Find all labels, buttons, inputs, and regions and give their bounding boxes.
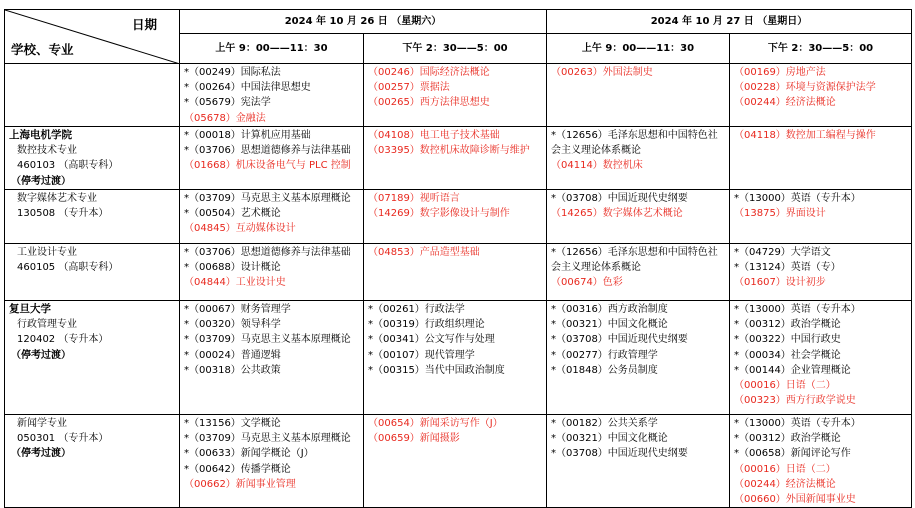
- exam-slot-cell: [547, 244, 730, 301]
- course-item: *（00144）企业管理概论: [734, 364, 851, 376]
- course-item: *（04729）大学语文: [734, 247, 831, 258]
- exam-slot-cell: [730, 244, 912, 301]
- course-item: *（13000）英语（专升本）: [734, 193, 861, 204]
- day1-pm-header: 下午 2：30——5：00: [364, 34, 547, 64]
- course-item-highlighted: （00659）新闻摄影: [368, 433, 460, 445]
- major-info: 130508 （专升本）: [17, 208, 109, 220]
- school-major-cell: [5, 415, 180, 508]
- major-info: 数控技术专业: [17, 145, 77, 157]
- major-info: 050301 （专升本）: [17, 433, 109, 445]
- exam-slot-cell: [364, 64, 547, 127]
- course-item: *（01848）公务员制度: [551, 364, 658, 376]
- schedule-row: [5, 301, 912, 415]
- exam-slot-cell: [547, 301, 730, 415]
- major-info: 460103 （高职专科）: [17, 160, 119, 172]
- course-item: *（00312）政治学概论: [734, 319, 841, 331]
- course-item-highlighted: （00016）日语（二）: [734, 380, 836, 392]
- transition-note: （停考过渡）: [11, 175, 71, 187]
- course-item-highlighted: （00257）票据法: [368, 82, 450, 94]
- course-item: *（13000）英语（专升本）: [734, 304, 861, 315]
- major-info: 120402 （专升本）: [17, 334, 109, 346]
- school-major-cell: [5, 244, 180, 301]
- course-item-highlighted: （04108）电工电子技术基础: [368, 130, 500, 141]
- course-item-highlighted: （04844）工业设计史: [184, 277, 286, 289]
- exam-slot-cell: [547, 415, 730, 508]
- course-item: *（13124）英语（专）: [734, 262, 841, 274]
- course-item-highlighted: （00662）新闻事业管理: [184, 478, 296, 490]
- course-item-highlighted: （01668）机床设备电气与 PLC 控制: [184, 160, 351, 172]
- course-item-highlighted: （00323）西方行政学说史: [734, 395, 856, 407]
- exam-slot-cell: [730, 415, 912, 508]
- course-item: *（00249）国际私法: [184, 67, 281, 78]
- schedule-row: [5, 190, 912, 244]
- course-item-highlighted: （14269）数字影像设计与制作: [368, 208, 510, 220]
- course-item: *（00341）公文写作与处理: [368, 334, 495, 346]
- course-item: *（00067）财务管理学: [184, 304, 291, 315]
- exam-slot-cell: [547, 127, 730, 190]
- course-item: *（03708）中国近现代史纲要: [551, 334, 688, 346]
- header-date-row: [5, 10, 912, 34]
- day2-am-header: 上午 9：00——11：30: [547, 34, 730, 64]
- course-item: *（03708）中国近现代史纲要: [551, 193, 688, 204]
- exam-slot-cell: [180, 301, 364, 415]
- course-item: *（03709）马克思主义基本原理概论: [184, 334, 351, 346]
- school-major-cell: [5, 301, 180, 415]
- major-info: 工业设计专业: [17, 247, 77, 258]
- course-item: *（00688）设计概论: [184, 262, 281, 274]
- course-item: *（00034）社会学概论: [734, 349, 841, 361]
- course-item-highlighted: （00265）西方法律思想史: [368, 97, 490, 109]
- course-item: *（03706）思想道德修养与法律基础: [184, 145, 351, 157]
- exam-slot-cell: [364, 244, 547, 301]
- schedule-row: [5, 127, 912, 190]
- course-item-highlighted: （04853）产品造型基础: [368, 247, 480, 258]
- major-info: 460105 （高职专科）: [17, 262, 119, 274]
- course-item: *（03708）中国近现代史纲要: [551, 448, 688, 460]
- course-item: *（00182）公共关系学: [551, 418, 658, 429]
- school-major-cell: [5, 127, 180, 190]
- school-major-cell: [5, 190, 180, 244]
- course-item: *（03709）马克思主义基本原理概论: [184, 193, 351, 204]
- exam-slot-cell: [180, 127, 364, 190]
- course-item: *（00312）政治学概论: [734, 433, 841, 445]
- course-item-highlighted: （13875）界面设计: [734, 208, 826, 220]
- course-item: *（00264）中国法律思想史: [184, 82, 311, 94]
- course-item-highlighted: （00244）经济法概论: [734, 478, 836, 490]
- corner-date-label: 日期: [131, 17, 157, 32]
- major-info: 新闻学专业: [17, 418, 67, 429]
- day1-am-header: 上午 9：00——11：30: [180, 34, 364, 64]
- exam-slot-cell: [547, 64, 730, 127]
- course-item-highlighted: （03395）数控机床故障诊断与维护: [368, 145, 530, 157]
- transition-note: （停考过渡）: [11, 349, 71, 361]
- exam-slot-cell: [364, 190, 547, 244]
- course-item-highlighted: （00674）色彩: [551, 277, 623, 289]
- course-item: *（00633）新闻学概论（J）: [184, 448, 314, 460]
- course-item: *（00018）计算机应用基础: [184, 130, 311, 141]
- course-item-highlighted: （00246）国际经济法概论: [368, 67, 490, 78]
- course-item: *（00315）当代中国政治制度: [368, 364, 505, 376]
- day2-pm-header: 下午 2：30——5：00: [730, 34, 912, 64]
- exam-slot-cell: [730, 64, 912, 127]
- course-item-highlighted: （01607）设计初步: [734, 277, 826, 289]
- exam-slot-cell: [730, 127, 912, 190]
- transition-note: （停考过渡）: [11, 448, 71, 460]
- course-item-highlighted: （04118）数控加工编程与操作: [734, 130, 876, 141]
- course-item: *（00107）现代管理学: [368, 349, 475, 361]
- course-item-highlighted: （00660）外国新闻事业史: [734, 494, 856, 506]
- course-item: *（12656）毛泽东思想和中国特色社会主义理论体系概论: [551, 130, 718, 157]
- course-item: *（00321）中国文化概论: [551, 433, 668, 445]
- course-item-highlighted: （05678）金融法: [184, 112, 266, 124]
- exam-slot-cell: [364, 301, 547, 415]
- course-item-highlighted: （00016）日语（二）: [734, 463, 836, 475]
- course-item: *（00261）行政法学: [368, 304, 465, 315]
- course-item: *（05679）宪法学: [184, 97, 271, 109]
- exam-slot-cell: [364, 415, 547, 508]
- exam-schedule-table: [4, 9, 912, 508]
- major-info: 行政管理专业: [17, 319, 77, 331]
- course-item-highlighted: （00228）环境与资源保护法学: [734, 82, 876, 94]
- course-item: *（00642）传播学概论: [184, 463, 291, 475]
- day2-header: 2024 年 10 月 27 日 （星期日）: [547, 10, 912, 34]
- course-item: *（00321）中国文化概论: [551, 319, 668, 331]
- exam-slot-cell: [180, 64, 364, 127]
- corner-school-label: 学校、专业: [11, 41, 74, 57]
- school-name: 复旦大学: [9, 303, 51, 315]
- day1-header: 2024 年 10 月 26 日 （星期六）: [180, 10, 547, 34]
- exam-slot-cell: [180, 190, 364, 244]
- course-item: *（12656）毛泽东思想和中国特色社会主义理论体系概论: [551, 247, 718, 274]
- exam-slot-cell: [730, 301, 912, 415]
- exam-slot-cell: [180, 415, 364, 508]
- course-item: *（00024）普通逻辑: [184, 349, 281, 361]
- corner-header-cell: [5, 10, 180, 64]
- course-item-highlighted: （00169）房地产法: [734, 67, 826, 78]
- course-item-highlighted: （00244）经济法概论: [734, 97, 836, 109]
- exam-slot-cell: [180, 244, 364, 301]
- course-item: *（00316）西方政治制度: [551, 304, 668, 315]
- schedule-row: [5, 64, 912, 127]
- course-item-highlighted: （07189）视听语言: [368, 193, 460, 204]
- exam-slot-cell: [364, 127, 547, 190]
- course-item-highlighted: （00654）新闻采访写作（J）: [368, 418, 503, 429]
- course-item: *（00322）中国行政史: [734, 334, 841, 346]
- course-item: *（00277）行政管理学: [551, 349, 658, 361]
- school-major-cell: [5, 64, 180, 127]
- exam-slot-cell: [730, 190, 912, 244]
- major-info: 数字媒体艺术专业: [17, 193, 97, 204]
- exam-slot-cell: [547, 190, 730, 244]
- course-item: *（00658）新闻评论写作: [734, 448, 851, 460]
- course-item-highlighted: （04114）数控机床: [551, 160, 643, 172]
- course-item: *（03709）马克思主义基本原理概论: [184, 433, 351, 445]
- course-item-highlighted: （14265）数字媒体艺术概论: [551, 208, 683, 220]
- course-item: *（03706）思想道德修养与法律基础: [184, 247, 351, 258]
- school-name: 上海电机学院: [9, 129, 72, 141]
- course-item: *（00319）行政组织理论: [368, 319, 485, 331]
- schedule-row: [5, 415, 912, 508]
- course-item-highlighted: （00263）外国法制史: [551, 67, 653, 78]
- schedule-row: [5, 244, 912, 301]
- course-item: *（13156）文学概论: [184, 418, 281, 429]
- course-item: *（13000）英语（专升本）: [734, 418, 861, 429]
- course-item-highlighted: （04845）互动媒体设计: [184, 223, 296, 235]
- course-item: *（00318）公共政策: [184, 364, 281, 376]
- course-item: *（00504）艺术概论: [184, 208, 281, 220]
- course-item: *（00320）领导科学: [184, 319, 281, 331]
